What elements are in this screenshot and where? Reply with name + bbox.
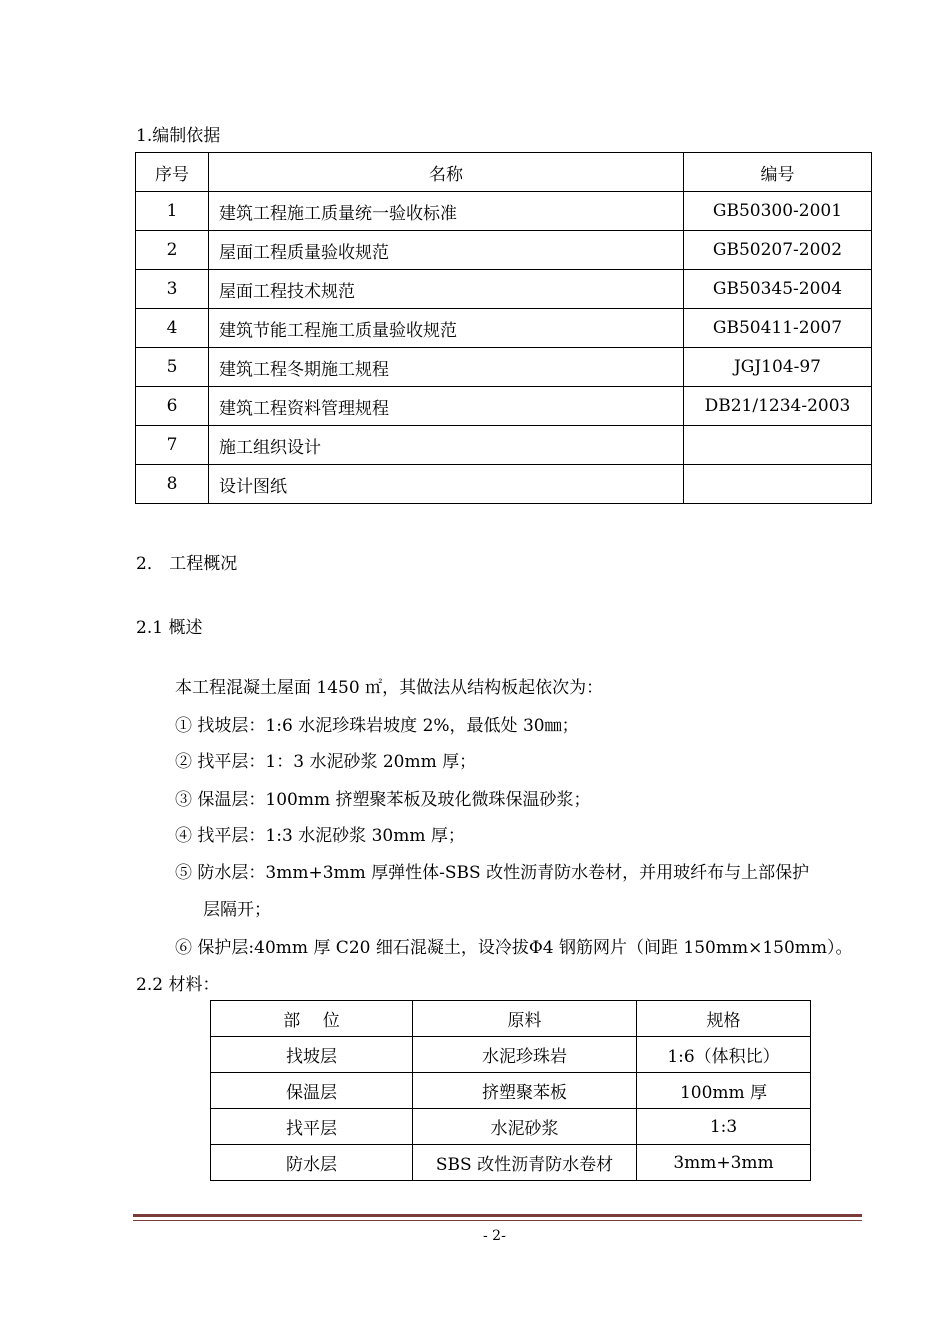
- table-header-cell: 规格: [637, 1001, 811, 1037]
- table-cell: 1: [136, 192, 209, 231]
- table-row: [136, 270, 872, 309]
- table-cell: 设计图纸: [209, 465, 684, 504]
- table-cell: 1:6（体积比）: [637, 1037, 811, 1073]
- layer-item: ② 找平层：1：3 水泥砂浆 20mm 厚；: [175, 752, 477, 772]
- materials-table: [210, 1000, 811, 1181]
- table-cell: 屋面工程技术规范: [209, 270, 684, 309]
- layer-item: ⑤ 防水层：3mm+3mm 厚弹性体-SBS 改性沥青防水卷材，并用玻纤布与上部保护: [175, 863, 810, 883]
- table-cell: 挤塑聚苯板: [413, 1073, 637, 1109]
- table-cell: DB21/1234-2003: [684, 387, 872, 426]
- table-cell: 防水层: [211, 1145, 413, 1181]
- table-cell: 7: [136, 426, 209, 465]
- overview-intro: 本工程混凝土屋面 1450 ㎡，其做法从结构板起依次为：: [175, 678, 604, 698]
- table-header-cell: 序号: [136, 153, 209, 192]
- layer-item-continuation: 层隔开；: [203, 900, 271, 920]
- table-row: [136, 465, 872, 504]
- table-cell: 保温层: [211, 1073, 413, 1109]
- table-row: [136, 192, 872, 231]
- layer-item: ⑥ 保护层:40mm 厚 C20 细石混凝土，设冷拔Φ4 钢筋网片（间距 150mm×150mm）。: [175, 938, 853, 958]
- table-cell: [684, 465, 872, 504]
- table-cell: 水泥砂浆: [413, 1109, 637, 1145]
- table-cell: 2: [136, 231, 209, 270]
- table-cell: 1:3: [637, 1109, 811, 1145]
- footer-rule: [133, 1214, 862, 1217]
- footer-rule-thin: [133, 1220, 862, 1221]
- table-cell: 6: [136, 387, 209, 426]
- table-cell: 建筑工程资料管理规程: [209, 387, 684, 426]
- table-cell: SBS 改性沥青防水卷材: [413, 1145, 637, 1181]
- table-cell: 8: [136, 465, 209, 504]
- table-cell: 水泥珍珠岩: [413, 1037, 637, 1073]
- section2-heading: 2． 工程概况: [136, 554, 238, 574]
- table-cell: 3: [136, 270, 209, 309]
- table-header-cell: 名称: [209, 153, 684, 192]
- table-cell: GB50345-2004: [684, 270, 872, 309]
- table-cell: 100mm 厚: [637, 1073, 811, 1109]
- layer-item: ① 找坡层：1:6 水泥珍珠岩坡度 2%，最低处 30㎜；: [175, 716, 579, 736]
- table-cell: 4: [136, 309, 209, 348]
- table-cell: JGJ104-97: [684, 348, 872, 387]
- table-header-cell: 编号: [684, 153, 872, 192]
- table-cell: [684, 426, 872, 465]
- table-cell: 屋面工程质量验收规范: [209, 231, 684, 270]
- table-cell: 建筑工程冬期施工规程: [209, 348, 684, 387]
- table-cell: 找坡层: [211, 1037, 413, 1073]
- section21-heading: 2.1 概述: [136, 618, 203, 638]
- table-row: [211, 1109, 811, 1145]
- table-row: [211, 1037, 811, 1073]
- table-row: [136, 387, 872, 426]
- table-cell: GB50411-2007: [684, 309, 872, 348]
- table-cell: 找平层: [211, 1109, 413, 1145]
- table-row: [136, 426, 872, 465]
- table-cell: 5: [136, 348, 209, 387]
- table-row: [136, 348, 872, 387]
- layer-item: ③ 保温层：100mm 挤塑聚苯板及玻化微珠保温砂浆；: [175, 790, 591, 810]
- table-row: [136, 231, 872, 270]
- layer-item: ④ 找平层：1:3 水泥砂浆 30mm 厚；: [175, 826, 465, 846]
- table-cell: 3mm+3mm: [637, 1145, 811, 1181]
- table-header-row: [211, 1001, 811, 1037]
- table-header-cell: 原料: [413, 1001, 637, 1037]
- standards-table: [135, 152, 872, 504]
- table-row: [211, 1073, 811, 1109]
- table-row: [136, 309, 872, 348]
- table-cell: GB50207-2002: [684, 231, 872, 270]
- table-header-row: [136, 153, 872, 192]
- section22-heading: 2.2 材料：: [136, 975, 220, 995]
- page-number: - 2-: [483, 1228, 506, 1244]
- table-header-cell: 部 位: [211, 1001, 413, 1037]
- table-cell: 建筑工程施工质量统一验收标准: [209, 192, 684, 231]
- table-row: [211, 1145, 811, 1181]
- table-cell: GB50300-2001: [684, 192, 872, 231]
- section1-heading: 1.编制依据: [136, 126, 221, 146]
- table-cell: 施工组织设计: [209, 426, 684, 465]
- table-cell: 建筑节能工程施工质量验收规范: [209, 309, 684, 348]
